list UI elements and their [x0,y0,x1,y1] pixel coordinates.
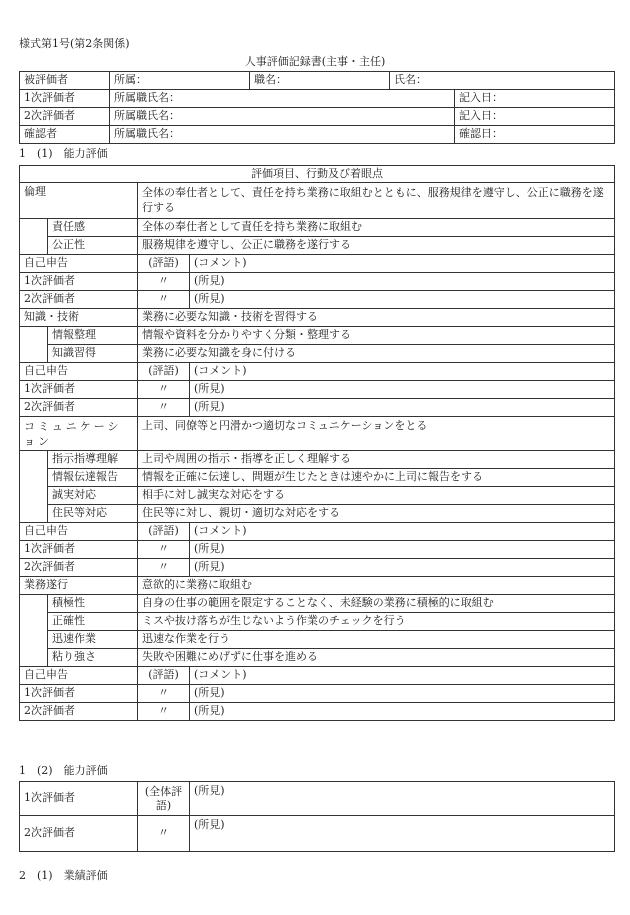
header-table [19,71,615,144]
evaluator-name-field[interactable]: 所属職氏名： [110,108,455,126]
subitem-description: ミスや抜け落ちが生じないよう作業のチェックを行う [138,613,615,631]
indent-cell [20,327,48,363]
entry-date-field[interactable]: 記入日： [455,90,615,108]
header-label: 2次評価者 [20,108,110,126]
section-heading: 1 (1) 能力評価 [19,147,108,160]
second-evaluator-label: 2次評価者 [20,399,138,417]
header-label: 1次評価者 [20,90,110,108]
overall-grade-field[interactable]: 〃 [138,816,190,852]
subitem-name: 粘り強さ [48,649,138,667]
opinion-field[interactable]: (所見) [190,291,615,309]
grade-field[interactable]: 〃 [138,541,190,559]
form-number: 様式第1号(第2条関係) [19,37,130,50]
subitem-name: 誠実対応 [48,487,138,505]
document-title: 人事評価記録書(主事・主任) [244,55,386,68]
category-description: 全体の奉仕者として、責任を持ち業務に取組むとともに、服務規律を遵守し、公正に職務を遂行する [138,183,615,219]
self-report-label: 自己申告 [20,523,138,541]
affiliation-field[interactable]: 所属： [110,72,250,90]
comment-field[interactable]: (コメント) [190,363,615,381]
category-ethics: 倫理 [20,183,138,219]
category-knowledge: 知識・技術 [20,309,138,327]
subitem-description: 相手に対し誠実な対応をする [138,487,615,505]
subitem-name: 公正性 [48,237,138,255]
grade-field[interactable]: (評語) [138,255,190,273]
name-field[interactable]: 氏名： [390,72,615,90]
subitem-name: 住民等対応 [48,505,138,523]
first-evaluator-label: 1次評価者 [20,541,138,559]
first-evaluator-label: 1次評価者 [20,381,138,399]
subitem-description: 業務に必要な知識を身に付ける [138,345,615,363]
grade-field[interactable]: (評語) [138,667,190,685]
section-heading: 1 (2) 能力評価 [19,764,108,777]
subitem-name: 迅速作業 [48,631,138,649]
subitem-name: 指示指導理解 [48,451,138,469]
subitem-description: 自身の仕事の範囲を限定することなく、未経験の業務に積極的に取組む [138,595,615,613]
confirm-date-field[interactable]: 確認日： [455,126,615,144]
evaluation-table [19,165,615,721]
second-evaluator-label: 2次評価者 [20,816,138,852]
opinion-field[interactable]: (所見) [190,399,615,417]
grade-field[interactable]: 〃 [138,381,190,399]
subitem-name: 責任感 [48,219,138,237]
entry-date-field[interactable]: 記入日： [455,108,615,126]
subitem-description: 失敗や困難にめげずに仕事を進める [138,649,615,667]
subitem-name: 情報伝達報告 [48,469,138,487]
subitem-description: 上司や周囲の指示・指導を正しく理解する [138,451,615,469]
opinion-field[interactable]: (所見) [190,559,615,577]
second-evaluator-label: 2次評価者 [20,559,138,577]
table-header: 評価項目、行動及び着眼点 [20,166,615,183]
self-report-label: 自己申告 [20,255,138,273]
grade-field[interactable]: 〃 [138,685,190,703]
category-communication: コミュニケーション [20,417,138,451]
overall-opinion-field[interactable]: (所見) [190,816,615,852]
evaluator-name-field[interactable]: 所属職氏名： [110,90,455,108]
second-evaluator-label: 2次評価者 [20,291,138,309]
opinion-field[interactable]: (所見) [190,685,615,703]
comment-field[interactable]: (コメント) [190,255,615,273]
section-heading: 2 (1) 業績評価 [19,869,108,882]
category-description: 意欲的に業務に取組む [138,577,615,595]
first-evaluator-label: 1次評価者 [20,782,138,816]
grade-field[interactable]: 〃 [138,559,190,577]
subitem-description: 迅速な作業を行う [138,631,615,649]
second-evaluator-label: 2次評価者 [20,703,138,721]
grade-field[interactable]: (評語) [138,363,190,381]
grade-field[interactable]: (評語) [138,523,190,541]
comment-field[interactable]: (コメント) [190,523,615,541]
subitem-name: 知識習得 [48,345,138,363]
subitem-description: 情報や資料を分かりやすく分類・整理する [138,327,615,345]
self-report-label: 自己申告 [20,667,138,685]
category-description: 業務に必要な知識・技術を習得する [138,309,615,327]
indent-cell [20,451,48,523]
grade-field[interactable]: 〃 [138,703,190,721]
job-title-field[interactable]: 職名： [250,72,390,90]
grade-field[interactable]: 〃 [138,399,190,417]
overall-table [19,781,615,852]
subitem-description: 情報を正確に伝達し、問題が生じたときは速やかに上司に報告をする [138,469,615,487]
first-evaluator-label: 1次評価者 [20,273,138,291]
category-execution: 業務遂行 [20,577,138,595]
header-label: 被評価者 [20,72,110,90]
indent-cell [20,595,48,667]
comment-field[interactable]: (コメント) [190,667,615,685]
grade-field[interactable]: 〃 [138,273,190,291]
header-label: 確認者 [20,126,110,144]
subitem-description: 全体の奉仕者として責任を持ち業務に取組む [138,219,615,237]
opinion-field[interactable]: (所見) [190,381,615,399]
opinion-field[interactable]: (所見) [190,273,615,291]
subitem-name: 正確性 [48,613,138,631]
subitem-name: 情報整理 [48,327,138,345]
subitem-description: 住民等に対し、親切・適切な対応をする [138,505,615,523]
overall-grade-field[interactable]: (全体評語) [138,782,190,816]
self-report-label: 自己申告 [20,363,138,381]
grade-field[interactable]: 〃 [138,291,190,309]
subitem-name: 積極性 [48,595,138,613]
opinion-field[interactable]: (所見) [190,541,615,559]
overall-opinion-field[interactable]: (所見) [190,782,615,816]
first-evaluator-label: 1次評価者 [20,685,138,703]
opinion-field[interactable]: (所見) [190,703,615,721]
confirmer-name-field[interactable]: 所属職氏名： [110,126,455,144]
indent-cell [20,219,48,255]
category-description: 上司、同僚等と円滑かつ適切なコミュニケーションをとる [138,417,615,451]
subitem-description: 服務規律を遵守し、公正に職務を遂行する [138,237,615,255]
